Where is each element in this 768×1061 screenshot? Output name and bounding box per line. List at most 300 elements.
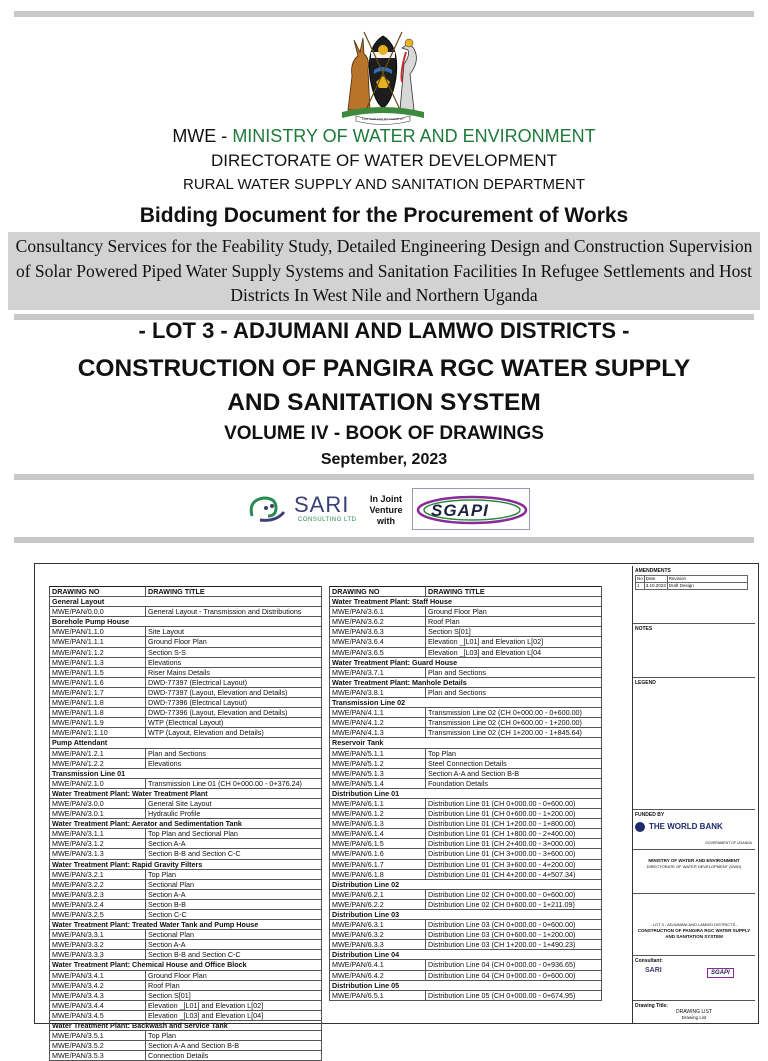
drawing-no: MWE/PAN/3.2.3 [50,889,146,899]
drawing-row [50,879,322,889]
section-row [330,788,602,798]
drawing-title: DWD-77396 (Electrical Layout) [146,698,322,708]
drawing-row [50,990,322,1000]
drawing-row [330,839,602,849]
section-row [330,677,602,687]
drawing-no: MWE/PAN/1.1.6 [50,677,146,687]
drawing-no: MWE/PAN/6.4.2 [330,970,426,980]
drawing-no: MWE/PAN/3.1.3 [50,849,146,859]
drawing-row [50,748,322,758]
bidding-title: Bidding Document for the Procurement of Works [139,204,629,227]
drawing-row [50,657,322,667]
drawing-title: Plan and Sections [426,667,602,677]
drawing-title: Distribution Line 01 (CH 4+200.00 - 4+507.34) [426,869,602,879]
logo-rule-bottom [14,537,754,543]
drawing-no-header: DRAWING NO [50,587,146,597]
drawing-title: Section A-A [146,839,322,849]
drawing-row [50,798,322,808]
notes-block [633,624,755,678]
drawing-row [50,667,322,677]
world-bank-name: THE WORLD BANK [649,822,723,831]
section-row [330,738,602,748]
consultancy-description: Consultancy Services for the Feability Study, Detailed Engineering Design and Construction Supervision of Solar Powered Piped Water Supply Systems and Sanitation Facilities In Refugee Settlements and Host Districts In West Nile and Northern Uganda [15,236,753,305]
joint-venture-text: In Joint Venture with [369,494,403,526]
drawing-title: Distribution Line 04 (CH 0+000.00 - 0+936.65) [426,960,602,970]
drawing-title: Foundation Details [426,778,602,788]
amendments-table [635,575,748,590]
drawing-title: Distribution Line 03 (CH 0+000.00 - 0+600.00) [426,920,602,930]
drawing-no: MWE/PAN/6.1.5 [330,839,426,849]
drawing-title-header: DRAWING TITLE [426,587,602,597]
drawing-title: Section S-S [146,647,322,657]
drawing-title: Distribution Line 01 (CH 0+600.00 - 1+200.00) [426,809,602,819]
section-row [50,738,322,748]
top-rule [14,11,754,17]
drawing-title: Top Plan [426,748,602,758]
drawing-title: Elevation _[L01] and Elevation L[02] [146,1000,322,1010]
drawing-list-header [330,587,602,597]
drawing-no: MWE/PAN/3.3.3 [50,950,146,960]
drawing-no: MWE/PAN/3.1.1 [50,829,146,839]
section-title: Distribution Line 04 [330,950,602,960]
project-lot: - LOT 3 - ADJUMANI AND LAMWO DISTRICTS - [650,922,738,927]
drawing-row [330,829,602,839]
drawing-title-value: DRAWING LIST [676,1009,712,1015]
section-title: Water Treatment Plant: Aerator and Sedimentation Tank [50,819,322,829]
drawing-row [50,708,322,718]
drawing-title: Distribution Line 04 (CH 0+000.00 - 0+600.00) [426,970,602,980]
drawing-title: Distribution Line 01 (CH 1+800.00 - 2+400.00) [426,829,602,839]
drawing-no: MWE/PAN/6.1.8 [330,869,426,879]
drawing-no: MWE/PAN/1.1.7 [50,687,146,697]
drawing-no: MWE/PAN/6.2.1 [330,889,426,899]
drawing-row [330,960,602,970]
drawing-no: MWE/PAN/1.1.1 [50,637,146,647]
drawing-row [50,647,322,657]
drawing-title-block [633,1001,755,1024]
drawing-no: MWE/PAN/3.6.2 [330,617,426,627]
drawing-title-header: DRAWING TITLE [146,587,322,597]
drawing-title: General Layout - Transmission and Distributions [146,607,322,617]
client-ministry: MINISTRY OF WATER AND ENVIRONMENT [648,858,740,863]
drawing-row [50,899,322,909]
section-title: Water Treatment Plant: Backwash and Service Tank [50,1021,322,1031]
drawing-no: MWE/PAN/6.5.1 [330,990,426,1000]
drawing-no: MWE/PAN/3.4.3 [50,990,146,1000]
drawing-title: Distribution Line 02 (CH 0+600.00 - 1+211.09) [426,899,602,909]
drawing-title: Roof Plan [146,980,322,990]
section-row [50,819,322,829]
project-title [0,352,768,420]
drawing-row [50,637,322,647]
drawing-no: MWE/PAN/6.2.2 [330,899,426,909]
section-title: Water Treatment Plant: Chemical House and Office Block [50,960,322,970]
drawing-no: MWE/PAN/3.5.1 [50,1031,146,1041]
drawing-no: MWE/PAN/3.6.4 [330,637,426,647]
consultant-label: Consultant: [635,958,663,964]
drawing-title: Plan and Sections [146,748,322,758]
drawing-no: MWE/PAN/3.7.1 [330,667,426,677]
amend-revision: Draft Design [667,583,747,590]
drawing-title: Distribution Line 05 (CH 0+000.00 - 0+674.95) [426,990,602,1000]
section-row [50,617,322,627]
drawing-row [330,758,602,768]
drawing-no: MWE/PAN/3.5.2 [50,1041,146,1051]
section-row [330,910,602,920]
drawing-row [50,829,322,839]
sari-logo-icon [246,492,290,526]
drawing-row [330,617,602,627]
section-row [330,657,602,667]
consultant-sari: SARI [645,967,662,974]
section-title: Transmission Line 02 [330,698,602,708]
drawing-title: Elevation _[L03] and Elevation L[04] [146,1010,322,1020]
drawing-title: Section A-A [146,889,322,899]
drawing-title: Site Layout [146,627,322,637]
logo-rule-top [14,474,754,480]
drawing-no: MWE/PAN/3.0.1 [50,809,146,819]
drawing-row [330,768,602,778]
drawing-row [50,1041,322,1051]
drawing-title: Section B-B and Section C-C [146,950,322,960]
section-row [50,960,322,970]
consultant-block [633,956,755,1001]
document-date: September, 2023 [320,451,448,468]
drawing-no: MWE/PAN/5.1.4 [330,778,426,788]
drawing-title: Elevations [146,758,322,768]
world-bank-icon [635,822,645,832]
drawing-title: Elevations [146,657,322,667]
drawing-title: Distribution Line 01 (CH 0+000.00 - 0+600.00) [426,798,602,808]
drawing-row [330,667,602,677]
notes-label: NOTES [635,626,653,632]
drawing-no: MWE/PAN/3.3.1 [50,930,146,940]
drawing-title: Sectional Plan [146,879,322,889]
drawing-row [50,980,322,990]
drawing-no: MWE/PAN/0.0.0 [50,607,146,617]
drawing-no: MWE/PAN/3.2.2 [50,879,146,889]
sari-name: SARI [294,492,350,517]
section-title: Water Treatment Plant: Rapid Gravity Filters [50,859,322,869]
amend-col-revision: Revision [667,576,747,583]
amendments-label: AMENDMENTS [635,568,671,574]
drawing-no: MWE/PAN/3.8.1 [330,687,426,697]
amend-no: 1 [636,583,645,590]
drawing-row [50,698,322,708]
drawing-no: MWE/PAN/3.5.3 [50,1051,146,1061]
legend-block [633,678,755,810]
amend-col-date: Date [644,576,667,583]
drawing-title: Hydraulic Profile [146,809,322,819]
amend-date: 3.10.2023 [645,583,666,588]
volume-heading: VOLUME IV - BOOK OF DRAWINGS [224,423,544,444]
drawing-row [50,970,322,980]
drawing-title: Plan and Sections [426,687,602,697]
consultant-sgapi: SGAPI [707,968,734,978]
drawing-no: MWE/PAN/6.4.1 [330,960,426,970]
drawing-no: MWE/PAN/4.1.1 [330,708,426,718]
drawing-row [330,809,602,819]
drawing-row [50,809,322,819]
drawing-no: MWE/PAN/1.1.5 [50,667,146,677]
drawing-no: MWE/PAN/3.2.4 [50,899,146,909]
section-row [50,788,322,798]
sari-sub: CONSULTING LTD [298,517,357,523]
drawing-title: Ground Floor Plan [146,637,322,647]
drawing-row [330,637,602,647]
project-title-line1: CONSTRUCTION OF PANGIRA RGC WATER SUPPLY [77,355,691,382]
drawing-title: Section B-B [146,899,322,909]
drawing-title: DWD-77397 (Layout, Elevation and Details) [146,687,322,697]
drawing-row [330,819,602,829]
drawing-row [50,910,322,920]
drawing-no: MWE/PAN/1.1.10 [50,728,146,738]
section-row [50,768,322,778]
directorate-heading: DIRECTORATE OF WATER DEVELOPMENT [210,151,557,170]
drawing-no: MWE/PAN/3.4.5 [50,1010,146,1020]
lot-heading: - LOT 3 - ADJUMANI AND LAMWO DISTRICTS - [138,318,630,343]
drawing-no: MWE/PAN/3.2.5 [50,910,146,920]
drawing-row [50,728,322,738]
drawing-row [330,889,602,899]
drawing-title: WTP (Electrical Layout) [146,718,322,728]
drawing-row [50,1051,322,1061]
drawing-row [50,718,322,728]
drawing-no: MWE/PAN/4.1.3 [330,728,426,738]
drawing-no: MWE/PAN/1.2.1 [50,748,146,758]
drawing-title: Ground Floor Plan [146,970,322,980]
consultant-logos [242,486,534,532]
drawing-title: Top Plan and Sectional Plan [146,829,322,839]
drawing-row [50,839,322,849]
department-heading: RURAL WATER SUPPLY AND SANITATION DEPARTMENT [182,176,585,193]
crest-motto: FOR GOD AND MY COUNTRY [362,117,404,121]
drawing-no: MWE/PAN/5.1.3 [330,768,426,778]
mwe-prefix: MWE - [172,126,233,146]
drawing-row [330,849,602,859]
drawing-row [50,607,322,617]
drawing-no: MWE/PAN/2.1.0 [50,778,146,788]
amend-col-no: No [637,576,643,581]
drawing-title: Section C-C [146,910,322,920]
section-row [330,980,602,990]
drawing-title: WTP (Layout, Elevation and Details) [146,728,322,738]
drawing-no: MWE/PAN/3.6.3 [330,627,426,637]
section-title: Water Treatment Plant: Manhole Details [330,677,602,687]
drawing-no-header: DRAWING NO [330,587,426,597]
section-title: Distribution Line 03 [330,910,602,920]
drawing-title: Elevation _[L01] and Elevation L[02] [426,637,602,647]
client-block [633,850,755,894]
drawing-title: Transmission Line 01 (CH 0+000.00 - 0+376.24) [146,778,322,788]
drawing-title: Section S[01] [426,627,602,637]
drawing-row [50,758,322,768]
drawing-row [330,728,602,738]
drawing-no: MWE/PAN/1.1.8 [50,708,146,718]
project-title-line2: AND SANITATION SYSTEM [227,389,541,416]
drawing-no: MWE/PAN/1.1.9 [50,718,146,728]
drawing-row [50,677,322,687]
project-name: CONSTRUCTION OF PANGIRA RGC WATER SUPPLY AND SANITATION SYSTEM [637,928,751,939]
drawing-list-right [329,586,602,1001]
drawing-row [330,647,602,657]
drawing-row [50,869,322,879]
drawing-title: Sectional Plan [146,930,322,940]
drawing-no: MWE/PAN/3.2.1 [50,869,146,879]
section-row [330,950,602,960]
drawing-row [330,798,602,808]
drawing-no: MWE/PAN/6.1.6 [330,849,426,859]
drawing-no: MWE/PAN/1.1.3 [50,657,146,667]
drawing-title: Distribution Line 01 (CH 3+600.00 - 4+200.00) [426,859,602,869]
sgapi-logo [412,488,530,530]
drawing-row [330,708,602,718]
drawing-row [50,627,322,637]
drawing-row [330,627,602,637]
drawing-no: MWE/PAN/3.1.2 [50,839,146,849]
drawing-title: Section A-A and Section B-B [426,768,602,778]
section-title: Distribution Line 01 [330,788,602,798]
drawing-title: General Site Layout [146,798,322,808]
drawing-title: Section S[01] [146,990,322,1000]
drawing-no: MWE/PAN/3.4.2 [50,980,146,990]
drawing-list-header [50,587,322,597]
drawing-row [330,687,602,697]
section-row [330,597,602,607]
drawing-row [330,748,602,758]
drawing-row [330,990,602,1000]
drawing-no: MWE/PAN/5.1.2 [330,758,426,768]
drawing-row [50,778,322,788]
sgapi-name: SGAPI [431,501,489,520]
drawing-no: MWE/PAN/3.4.1 [50,970,146,980]
drawing-title: Distribution Line 01 (CH 3+000.00 - 3+600.00) [426,849,602,859]
section-title: Distribution Line 02 [330,879,602,889]
drawing-title: Top Plan [146,869,322,879]
drawing-row [330,930,602,940]
drawing-no: MWE/PAN/3.3.2 [50,940,146,950]
section-row [50,920,322,930]
drawing-title: Distribution Line 03 (CH 0+600.00 - 1+200.00) [426,930,602,940]
drawing-title: Transmission Line 02 (CH 1+200.00 - 1+845.64) [426,728,602,738]
drawing-title-sub: Drawing List [681,1015,707,1020]
section-title: Borehole Pump House [50,617,322,627]
drawing-row [50,930,322,940]
drawing-title: Transmission Line 02 (CH 0+600.00 - 1+200.00) [426,718,602,728]
drawing-no: MWE/PAN/6.1.4 [330,829,426,839]
section-title: General Layout [50,597,322,607]
drawing-row [330,718,602,728]
drawing-title: DWD-77396 (Layout, Elevation and Details) [146,708,322,718]
section-title: Reservoir Tank [330,738,602,748]
amendments-block [633,566,755,624]
drawing-row [330,778,602,788]
drawing-no: MWE/PAN/6.3.1 [330,920,426,930]
drawing-row [50,940,322,950]
drawing-no: MWE/PAN/3.0.0 [50,798,146,808]
client-directorate: DIRECTORATE OF WATER DEVELOPMENT (DWD) [646,864,742,869]
drawing-title: Distribution Line 03 (CH 1+200.00 - 1+490.23) [426,940,602,950]
section-title: Water Treatment Plant: Guard House [330,657,602,667]
legend-label: LEGEND [635,680,656,686]
drawing-title: Section B-B and Section C-C [146,849,322,859]
drawing-row [330,869,602,879]
section-row [330,698,602,708]
funded-by-block [633,810,755,850]
drawing-title: Distribution Line 01 (CH 1+200.00 - 1+800.00) [426,819,602,829]
funded-by-label: FUNDED BY [635,812,665,818]
section-row [50,859,322,869]
section-title: Distribution Line 05 [330,980,602,990]
drawing-no: MWE/PAN/1.1.0 [50,627,146,637]
drawing-title: Roof Plan [426,617,602,627]
drawing-no: MWE/PAN/6.3.2 [330,930,426,940]
drawing-title-label: Drawing Title: [635,1003,668,1009]
drawing-title: DWD-77397 (Electrical Layout) [146,677,322,687]
drawing-title: Transmission Line 02 (CH 0+000.00 - 0+600.00) [426,708,602,718]
drawing-title: Ground Floor Plan [426,607,602,617]
project-block [633,894,755,956]
drawing-title: Steel Connection Details [426,758,602,768]
drawing-no: MWE/PAN/5.1.1 [330,748,426,758]
drawing-title: Riser Mains Details [146,667,322,677]
drawing-no: MWE/PAN/1.1.8 [50,698,146,708]
drawing-row [50,849,322,859]
drawing-row [330,607,602,617]
section-title: Water Treatment Plant: Staff House [330,597,602,607]
title-block [632,566,754,1024]
section-title: Transmission Line 01 [50,768,322,778]
drawing-list-left [49,586,322,1061]
drawing-no: MWE/PAN/3.6.1 [330,607,426,617]
drawing-row [50,889,322,899]
section-title: Water Treatment Plant: Water Treatment Plant [50,788,322,798]
drawing-row [50,1010,322,1020]
drawing-row [50,687,322,697]
drawing-title: Distribution Line 02 (CH 0+000.00 - 0+600.00) [426,889,602,899]
drawing-title: Distribution Line 01 (CH 2+400.00 - 3+000.00) [426,839,602,849]
drawing-row [330,970,602,980]
section-row [330,879,602,889]
drawing-row [50,1000,322,1010]
drawing-no: MWE/PAN/1.2.2 [50,758,146,768]
drawing-title: Section A-A [146,940,322,950]
uganda-coat-of-arms [330,22,436,126]
drawing-no: MWE/PAN/3.6.5 [330,647,426,657]
drawing-row [330,940,602,950]
drawing-row [330,899,602,909]
drawing-title: Top Plan [146,1031,322,1041]
ministry-heading [0,126,768,147]
government-label: GOVERNMENT OF UGANDA [705,841,752,845]
drawing-row [50,1031,322,1041]
section-row [50,1021,322,1031]
drawing-title: Section A-A and Section B-B [146,1041,322,1051]
section-title: Water Treatment Plant: Treated Water Tank and Pump House [50,920,322,930]
drawing-no: MWE/PAN/6.3.3 [330,940,426,950]
drawing-title: Elevation _[L03] and Elevation L[04 [426,647,602,657]
drawing-no: MWE/PAN/4.1.2 [330,718,426,728]
drawing-no: MWE/PAN/6.1.2 [330,809,426,819]
drawing-no: MWE/PAN/6.1.3 [330,819,426,829]
drawing-no: MWE/PAN/1.1.2 [50,647,146,657]
ministry-name: MINISTRY OF WATER AND ENVIRONMENT [232,126,596,146]
section-row [50,597,322,607]
drawing-no: MWE/PAN/6.1.7 [330,859,426,869]
section-title: Pump Attendant [50,738,322,748]
drawing-row [50,950,322,960]
drawing-row [330,859,602,869]
